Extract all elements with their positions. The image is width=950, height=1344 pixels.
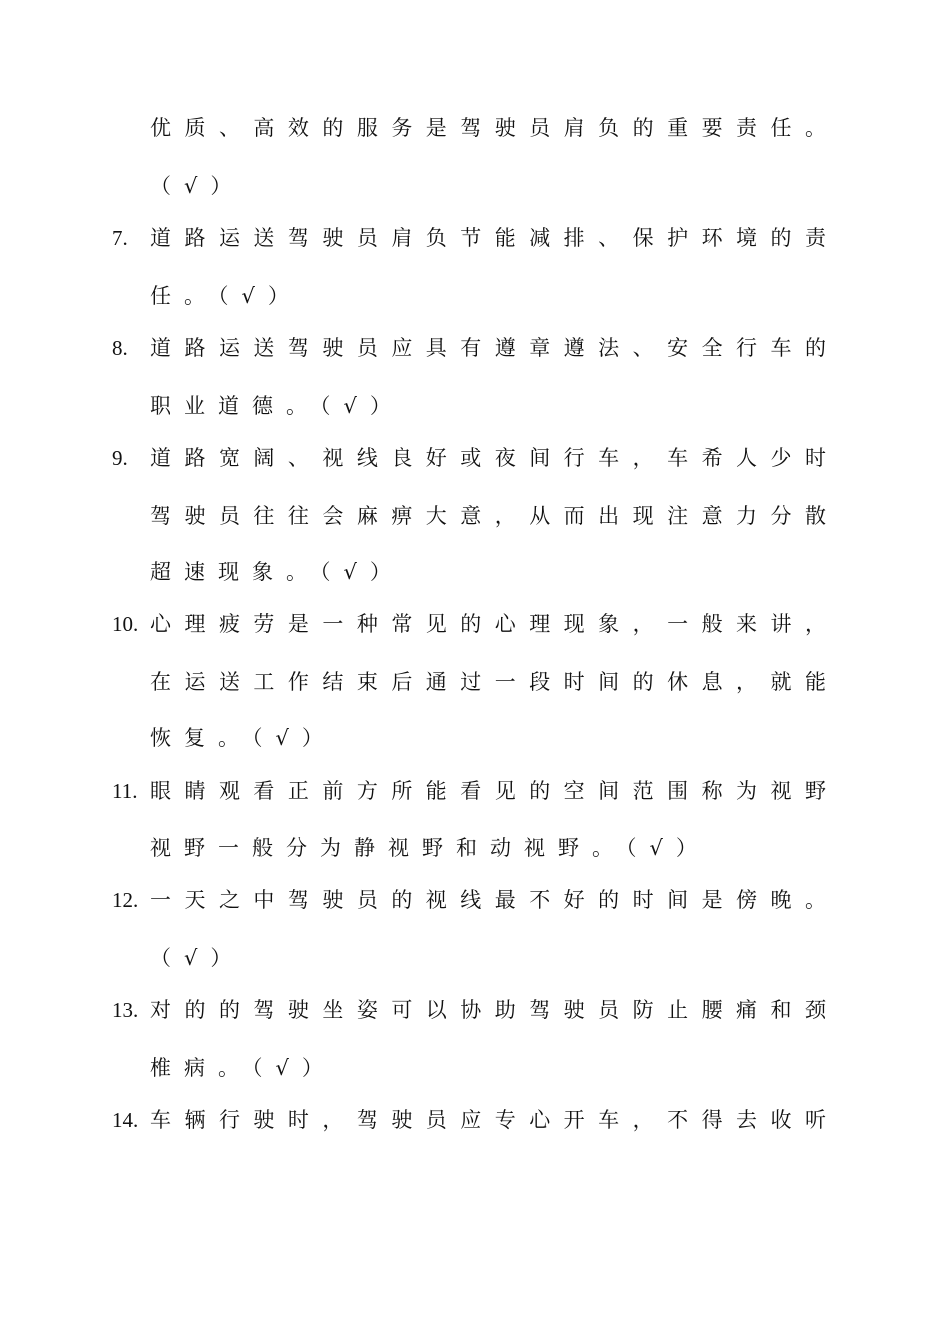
line-text: 在运送工作结束后通过一段时间的休息，就能: [150, 670, 826, 694]
line-text: 任。（√）: [150, 284, 302, 308]
text-line: [0, 938, 950, 978]
line-text: 心理疲劳是一种常见的心理现象，一般来讲，: [150, 612, 826, 636]
text-line: [0, 604, 950, 644]
line-text: 车辆行驶时，驾驶员应专心开车，不得去收听: [150, 1108, 826, 1132]
line-text: （√）: [150, 174, 245, 198]
text-line: [0, 718, 950, 758]
item-number: 13.: [112, 998, 139, 1022]
item-number: 9.: [112, 446, 128, 470]
line-text: 椎病。（√）: [150, 1056, 336, 1080]
text-line: [0, 662, 950, 702]
text-line: [0, 386, 950, 426]
text-line: [0, 496, 950, 536]
text-line: [0, 990, 950, 1030]
item-number: 12.: [112, 888, 139, 912]
item-number: 11.: [112, 779, 138, 803]
line-text: 道路宽阔、视线良好或夜间行车，车希人少时: [150, 446, 826, 470]
line-text: 优质、高效的服务是驾驶员肩负的重要责任。: [150, 116, 826, 140]
text-line: [0, 828, 950, 868]
line-text: 道路运送驾驶员肩负节能减排、保护环境的责: [150, 226, 826, 250]
line-text: 对的的驾驶坐姿可以协助驾驶员防止腰痛和颈: [150, 998, 826, 1022]
line-text: 道路运送驾驶员应具有遵章遵法、安全行车的: [150, 336, 826, 360]
line-text: 驾驶员往往会麻痹大意，从而出现注意力分散: [150, 504, 826, 528]
text-line: [0, 166, 950, 206]
text-line: [0, 438, 950, 478]
line-text: 恢复。（√）: [150, 726, 336, 750]
text-line: [0, 218, 950, 258]
item-number: 10.: [112, 612, 139, 636]
line-text: 职业道德。（√）: [150, 394, 404, 418]
text-line: [0, 1048, 950, 1088]
text-line: [0, 108, 950, 148]
item-number: 14.: [112, 1108, 139, 1132]
text-line: [0, 552, 950, 592]
text-line: [0, 328, 950, 368]
text-line: [0, 771, 950, 811]
line-text: 超速现象。（√）: [150, 560, 404, 584]
item-number: 7.: [112, 226, 128, 250]
item-number: 8.: [112, 336, 128, 360]
text-line: [0, 1100, 950, 1140]
text-line: [0, 880, 950, 920]
text-line: [0, 276, 950, 316]
line-text: 眼睛观看正前方所能看见的空间范围称为视野: [150, 779, 826, 803]
line-text: 一天之中驾驶员的视线最不好的时间是傍晚。: [150, 888, 826, 912]
line-text: 视野一般分为静视野和动视野。（√）: [150, 836, 710, 860]
line-text: （√）: [150, 946, 245, 970]
